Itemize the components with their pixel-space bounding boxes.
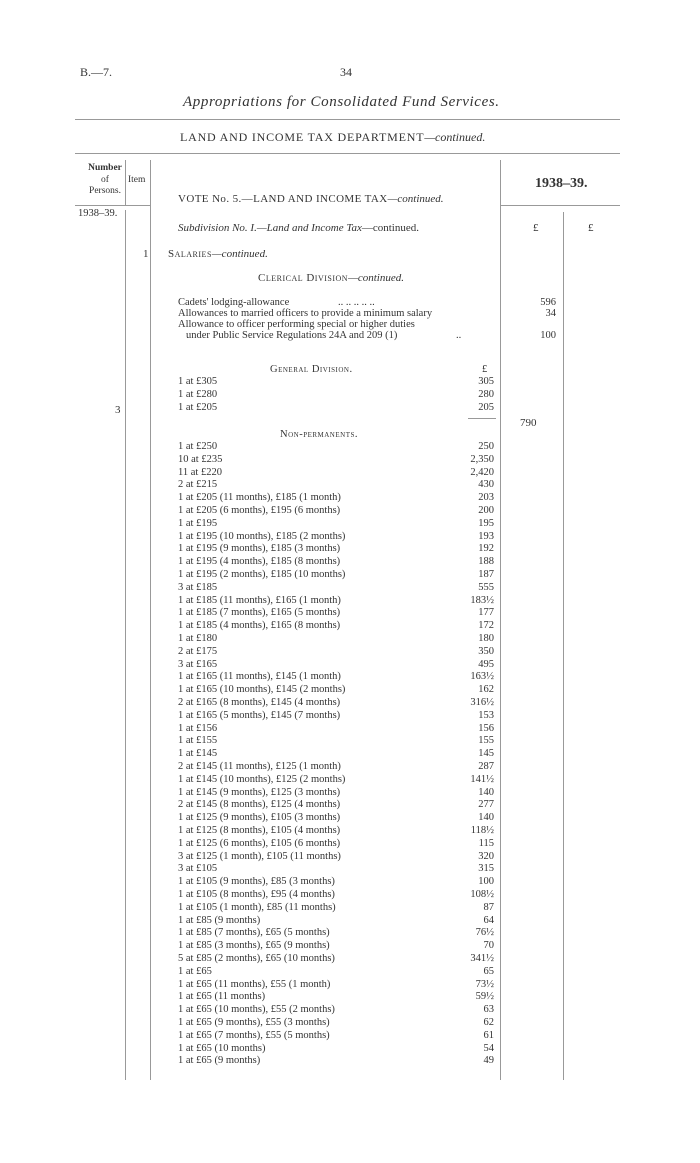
row-label: 1 at £165 (10 months), £145 (2 months) — [178, 684, 346, 696]
row-label: 1 at £65 (10 months) — [178, 1042, 266, 1054]
row-amount: 203 — [478, 492, 494, 504]
row-label: 1 at £85 (9 months) — [178, 914, 261, 926]
table-row — [178, 519, 494, 530]
row-amount: 183½ — [470, 594, 494, 606]
row-label: 1 at £155 — [178, 735, 218, 747]
row-label: 2 at £175 — [178, 645, 218, 657]
amount-col-rule — [500, 160, 501, 1080]
table-row — [178, 506, 494, 517]
table-row — [178, 992, 494, 1003]
year-left: 1938–39. — [78, 208, 118, 219]
row-amount: 495 — [478, 658, 494, 670]
table-row — [178, 480, 494, 491]
row-amount: 61 — [483, 1029, 494, 1041]
row-label: 1 at £105 (8 months), £95 (4 months) — [178, 889, 335, 900]
table-row — [178, 954, 494, 965]
row-amount: 250 — [478, 441, 494, 452]
row-label: 1 at £65 — [178, 965, 212, 977]
row-amount: 280 — [478, 389, 494, 400]
left-header-rule — [75, 205, 150, 206]
row-label: 2 at £165 (8 months), £145 (4 months) — [178, 697, 341, 708]
row-label: 1 at £305 — [178, 376, 218, 387]
row-amount: 195 — [478, 517, 494, 529]
table-row — [178, 377, 494, 388]
table-row — [178, 826, 494, 837]
pound-col-2: £ — [588, 222, 594, 234]
row-label: 1 at £205 (6 months), £195 (6 months) — [178, 505, 341, 516]
row-label: 1 at £145 — [178, 748, 218, 760]
salaries-heading: Salaries—continued. — [168, 248, 268, 260]
table-row — [178, 672, 494, 683]
number-header: Number — [88, 163, 122, 173]
allowance-label: Allowance to officer performing special or higher duties — [178, 319, 415, 330]
table-row — [178, 980, 494, 991]
table-row — [178, 928, 494, 939]
row-amount: 180 — [478, 633, 494, 644]
table-row — [178, 839, 494, 850]
table-row — [178, 800, 494, 811]
document-code: B.—7. — [80, 65, 113, 79]
general-total: 790 — [520, 417, 537, 429]
table-row — [178, 544, 494, 555]
row-label: 1 at £250 — [178, 441, 218, 452]
row-amount: 141½ — [470, 773, 494, 785]
row-amount: 315 — [478, 863, 494, 875]
row-amount: 188 — [478, 556, 494, 568]
row-label: 1 at £125 (6 months), £105 (6 months) — [178, 837, 341, 849]
table-row — [178, 852, 494, 863]
table-row — [178, 941, 494, 952]
row-amount: 163½ — [470, 671, 494, 683]
table-row — [178, 390, 494, 401]
row-label: 3 at £125 (1 month), £105 (11 months) — [178, 850, 341, 862]
year-header: 1938–39. — [535, 176, 588, 191]
table-row — [178, 1044, 494, 1055]
row-label: 1 at £195 (2 months), £185 (10 months) — [178, 569, 346, 580]
row-label: 1 at £65 (11 months) — [178, 991, 266, 1003]
row-amount: 153 — [478, 709, 494, 721]
allowance-amount: 100 — [540, 330, 556, 341]
row-label: 1 at £156 — [178, 722, 218, 734]
row-label: 1 at £85 (3 months), £65 (9 months) — [178, 940, 330, 952]
table-row — [178, 1018, 494, 1029]
allowance-label: Allowances to married officers to provide a minimum salary — [178, 308, 433, 319]
table-row — [178, 1056, 494, 1067]
table-row — [178, 493, 494, 504]
row-amount: 193 — [478, 530, 494, 542]
row-amount: 305 — [478, 376, 494, 387]
row-label: 1 at £185 (4 months), £165 (8 months) — [178, 620, 341, 632]
of-header: of — [101, 175, 109, 185]
allowance-label: under Public Service Regulations 24A and 209 (1) — [186, 330, 398, 341]
table-row — [178, 877, 494, 888]
row-label: 3 at £105 — [178, 863, 218, 875]
allowance-label: Cadets' lodging-allowance — [178, 297, 290, 308]
pound-col-1: £ — [533, 222, 539, 234]
table-row — [178, 864, 494, 875]
row-amount: 65 — [483, 965, 494, 977]
table-row — [178, 403, 494, 414]
row-amount: 145 — [478, 748, 494, 760]
vote-heading: VOTE No. 5.—LAND AND INCOME TAX—continued. — [178, 193, 444, 205]
row-amount: 140 — [478, 786, 494, 798]
row-amount: 205 — [478, 402, 494, 413]
row-label: 2 at £145 (11 months), £125 (1 month) — [178, 761, 341, 772]
row-label: 1 at £65 (11 months), £55 (1 month) — [178, 978, 331, 990]
general-subtotal-rule — [468, 418, 496, 419]
row-amount: 64 — [483, 914, 494, 926]
row-amount: 350 — [478, 645, 494, 657]
row-label: 1 at £65 (7 months), £55 (5 months) — [178, 1029, 330, 1041]
item-number: 1 — [143, 248, 149, 260]
row-label: 1 at £185 (7 months), £165 (5 months) — [178, 607, 341, 619]
row-label: 1 at £85 (7 months), £65 (5 months) — [178, 927, 330, 939]
table-row — [178, 711, 494, 722]
table-row — [178, 813, 494, 824]
row-label: 3 at £185 — [178, 581, 218, 593]
table-row — [178, 583, 494, 594]
row-amount: 108½ — [470, 889, 494, 900]
row-label: 3 at £165 — [178, 658, 218, 670]
right-header-rule — [500, 205, 620, 206]
table-row — [178, 570, 494, 581]
row-amount: 316½ — [470, 697, 494, 708]
table-row — [178, 903, 494, 914]
row-label: 1 at £185 (11 months), £165 (1 month) — [178, 594, 341, 606]
table-row — [178, 749, 494, 760]
row-label: 1 at £205 (11 months), £185 (1 month) — [178, 492, 341, 504]
row-amount: 49 — [483, 1055, 494, 1067]
allowance-leader-dots: .. .. .. .. .. — [338, 297, 375, 308]
row-label: 1 at £195 (9 months), £185 (3 months) — [178, 543, 341, 555]
table-row — [178, 442, 494, 453]
row-amount: 115 — [478, 837, 494, 849]
allowance-amount: 596 — [540, 297, 556, 308]
row-amount: 87 — [483, 901, 494, 913]
row-amount: 156 — [478, 722, 494, 734]
row-amount: 59½ — [475, 991, 494, 1003]
row-label: 1 at £65 (9 months) — [178, 1055, 261, 1067]
row-amount: 2,420 — [470, 466, 494, 478]
row-label: 1 at £145 (10 months), £125 (2 months) — [178, 773, 346, 785]
row-amount: 277 — [478, 799, 494, 811]
allowance-amount: 34 — [545, 308, 556, 319]
table-row — [178, 660, 494, 671]
header-rule — [75, 119, 620, 120]
item-col-rule — [150, 160, 151, 1080]
allowance-leader-dots: .. — [456, 330, 462, 341]
row-amount: 76½ — [475, 927, 494, 939]
page-title: Appropriations for Consolidated Fund Services. — [183, 94, 500, 110]
table-row — [178, 596, 494, 607]
row-label: 1 at £195 — [178, 517, 218, 529]
row-label: 1 at £105 (9 months), £85 (3 months) — [178, 876, 335, 888]
table-row — [178, 557, 494, 568]
table-row — [178, 967, 494, 978]
general-persons-count: 3 — [115, 404, 121, 416]
row-label: 1 at £65 (10 months), £55 (2 months) — [178, 1004, 335, 1016]
table-row — [178, 698, 494, 709]
row-label: 1 at £165 (11 months), £145 (1 month) — [178, 671, 341, 683]
row-label: 1 at £205 — [178, 402, 218, 413]
row-amount: 320 — [478, 850, 494, 862]
row-label: 10 at £235 — [178, 453, 223, 465]
row-amount: 287 — [478, 761, 494, 772]
row-amount: 70 — [483, 940, 494, 952]
general-pound: £ — [482, 364, 488, 375]
row-label: 11 at £220 — [178, 466, 222, 478]
general-division-heading: General Division. — [270, 364, 353, 375]
row-label: 1 at £280 — [178, 389, 218, 400]
page-number: 34 — [340, 65, 352, 79]
row-amount: 555 — [478, 581, 494, 593]
row-label: 5 at £85 (2 months), £65 (10 months) — [178, 953, 335, 964]
nonpermanents-heading: Non-permanents. — [280, 429, 358, 440]
table-row — [178, 724, 494, 735]
row-amount: 100 — [478, 876, 494, 888]
clerical-heading: Clerical Division—continued. — [258, 272, 404, 284]
row-amount: 2,350 — [470, 453, 494, 465]
row-amount: 341½ — [470, 953, 494, 964]
row-label: 1 at £145 (9 months), £125 (3 months) — [178, 786, 341, 798]
row-label: 2 at £145 (8 months), £125 (4 months) — [178, 799, 341, 811]
row-label: 1 at £65 (9 months), £55 (3 months) — [178, 1017, 330, 1028]
row-label: 1 at £165 (5 months), £145 (7 months) — [178, 709, 341, 721]
row-amount: 187 — [478, 569, 494, 580]
subdivision-heading: Subdivision No. I.—Land and Income Tax—continued. — [178, 222, 419, 234]
table-row — [178, 1005, 494, 1016]
table-row — [178, 608, 494, 619]
table-top-rule — [75, 153, 620, 154]
row-amount: 63 — [483, 1004, 494, 1016]
table-row — [178, 1031, 494, 1042]
table-row — [178, 634, 494, 645]
total-col-rule — [563, 212, 564, 1080]
row-amount: 430 — [478, 479, 494, 491]
table-row — [178, 762, 494, 773]
table-row — [178, 455, 494, 466]
row-amount: 155 — [478, 735, 494, 747]
table-row — [178, 647, 494, 658]
table-row — [178, 468, 494, 479]
table-row — [178, 621, 494, 632]
persons-col-rule-lower — [125, 210, 126, 1080]
row-amount: 73½ — [475, 978, 494, 990]
row-amount: 162 — [478, 684, 494, 696]
row-label: 1 at £125 (8 months), £105 (4 months) — [178, 825, 341, 836]
row-amount: 192 — [478, 543, 494, 555]
table-row — [178, 788, 494, 799]
table-row — [178, 685, 494, 696]
persons-col-rule — [125, 160, 126, 205]
row-label: 2 at £215 — [178, 479, 218, 491]
row-label: 1 at £180 — [178, 633, 218, 644]
department-heading: LAND AND INCOME TAX DEPARTMENT—continued. — [180, 130, 486, 144]
row-amount: 172 — [478, 620, 494, 632]
row-label: 1 at £125 (9 months), £105 (3 months) — [178, 812, 341, 824]
row-label: 1 at £195 (10 months), £185 (2 months) — [178, 530, 346, 542]
persons-header: Persons. — [89, 186, 121, 196]
row-amount: 140 — [478, 812, 494, 824]
row-label: 1 at £105 (1 month), £85 (11 months) — [178, 901, 336, 913]
item-header: Item — [128, 175, 146, 185]
row-amount: 54 — [483, 1042, 494, 1054]
table-row — [178, 890, 494, 901]
table-row — [178, 736, 494, 747]
row-amount: 62 — [483, 1017, 494, 1028]
table-row — [178, 916, 494, 927]
row-amount: 118½ — [470, 825, 494, 836]
row-label: 1 at £195 (4 months), £185 (8 months) — [178, 556, 341, 568]
table-row — [178, 532, 494, 543]
row-amount: 177 — [478, 607, 494, 619]
table-row — [178, 775, 494, 786]
row-amount: 200 — [478, 505, 494, 516]
